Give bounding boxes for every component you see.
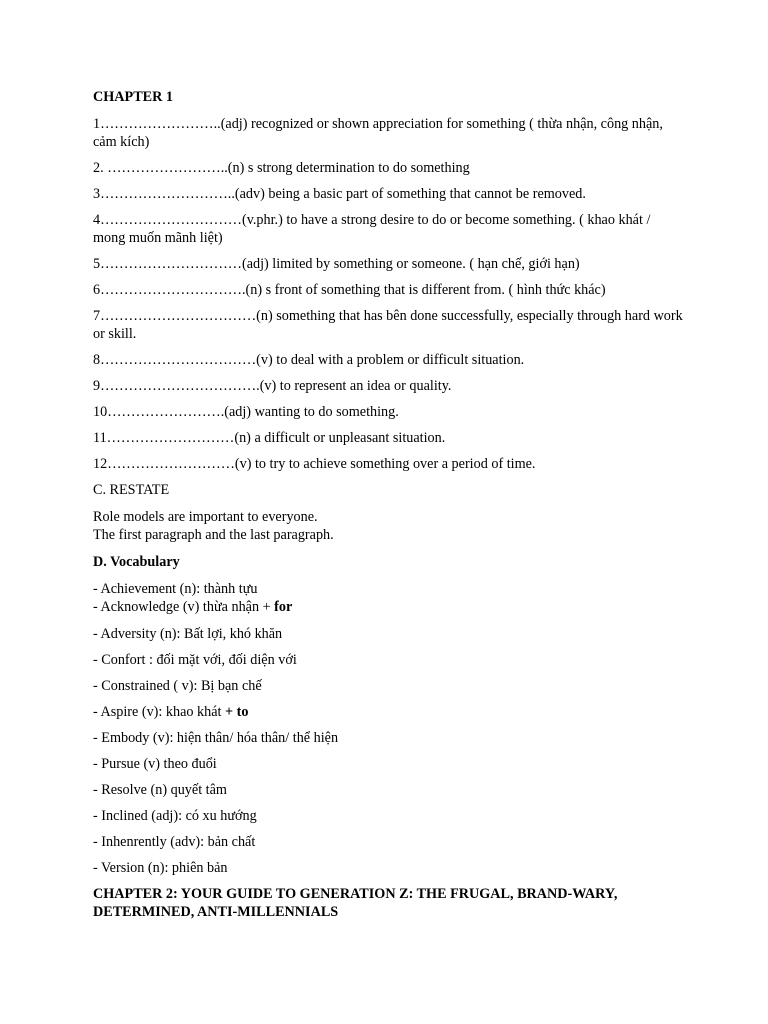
vocab-acknowledge-preposition: for xyxy=(274,599,293,615)
vocab-inclined: - Inclined (adj): có xu hướng xyxy=(93,808,257,824)
vocab-exercise-item-9: 9…………………………….(v) to represent an idea or quality. xyxy=(93,378,452,394)
vocab-version: - Version (n): phiên bản xyxy=(93,860,228,876)
vocab-exercise-item-10: 10…………………….(adj) wanting to do something. xyxy=(93,404,399,420)
vocab-exercise-item-1: 1……………………..(adj) recognized or shown appreciation for something ( thừa nhận, công nhận, cảm kích) xyxy=(93,116,663,150)
vocab-exercise-item-7: 7……………………………(n) something that has bên done successfully, especially through hard work or skill. xyxy=(93,308,683,342)
chapter-2-heading: CHAPTER 2: YOUR GUIDE TO GENERATION Z: THE FRUGAL, BRAND-WARY, DETERMINED, ANTI-MILLENNIALS xyxy=(93,886,618,920)
vocab-pursue: - Pursue (v) theo đuổi xyxy=(93,756,217,772)
vocab-exercise-item-3: 3………………………..(adv) being a basic part of something that cannot be removed. xyxy=(93,186,586,202)
vocab-resolve: - Resolve (n) quyết tâm xyxy=(93,782,227,798)
vocab-acknowledge-text: - Acknowledge (v) thừa nhận + xyxy=(93,599,275,615)
chapter-1-heading: CHAPTER 1 xyxy=(93,89,174,105)
vocab-constrained: - Constrained ( v): Bị bạn chế xyxy=(93,678,262,694)
vocab-aspire-preposition: + to xyxy=(225,704,249,720)
vocab-achievement: - Achievement (n): thành tựu xyxy=(93,581,258,597)
vocab-aspire-text: - Aspire (v): khao khát xyxy=(93,704,225,720)
restate-heading: C. RESTATE xyxy=(93,482,170,498)
vocab-group-a xyxy=(93,580,683,616)
vocab-exercise-item-6: 6………………………….(n) s front of something that is different from. ( hình thức khác) xyxy=(93,282,606,298)
vocab-exercise-item-2: 2. ……………………..(n) s strong determination to do something xyxy=(93,160,470,176)
vocab-acknowledge xyxy=(93,598,683,616)
vocab-exercise-item-11: 11………………………(n) a difficult or unpleasant situation. xyxy=(93,430,446,446)
document-content xyxy=(93,88,683,921)
vocabulary-heading: D. Vocabulary xyxy=(93,554,180,570)
vocab-exercise-item-5: 5…………………………(adj) limited by something or someone. ( hạn chế, giới hạn) xyxy=(93,256,580,272)
vocab-inhenrently: - Inhenrently (adv): bản chất xyxy=(93,834,256,850)
restate-line-2: The first paragraph and the last paragraph. xyxy=(93,527,334,543)
vocab-aspire xyxy=(93,703,683,721)
vocab-confort: - Confort : đối mặt với, đối diện với xyxy=(93,652,297,668)
vocab-adversity: - Adversity (n): Bất lợi, khó khăn xyxy=(93,626,283,642)
vocab-exercise-item-4: 4…………………………(v.phr.) to have a strong desire to do or become something. ( khao khát / mong muốn mãnh liệt) xyxy=(93,212,651,246)
vocab-exercise-item-8: 8……………………………(v) to deal with a problem or difficult situation. xyxy=(93,352,525,368)
restate-line-1: Role models are important to everyone. xyxy=(93,509,318,525)
vocab-exercise-item-12: 12………………………(v) to try to achieve something over a period of time. xyxy=(93,456,536,472)
vocab-embody: - Embody (v): hiện thân/ hóa thân/ thể hiện xyxy=(93,730,339,746)
restate-answers xyxy=(93,508,683,544)
